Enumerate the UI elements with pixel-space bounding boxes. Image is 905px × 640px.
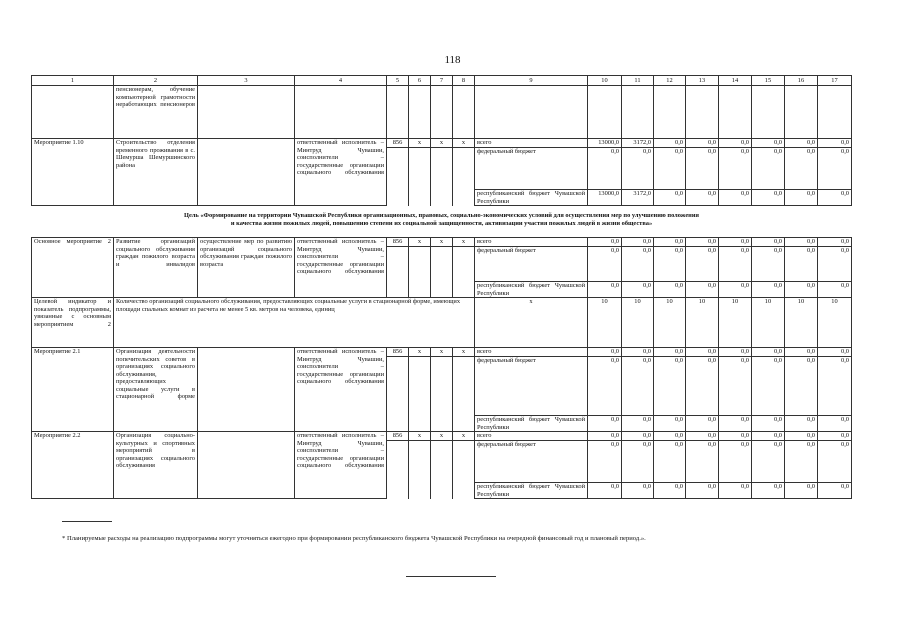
code-x: x [431,432,453,441]
value-cell: 0,0 [588,440,622,483]
col-num: 9 [475,76,588,86]
goal-heading [32,206,852,238]
footnote-separator [62,521,112,522]
value-cell: 0,0 [719,356,752,416]
continuation-row [32,86,852,139]
code-x: x [453,139,475,148]
measure-name: Мероприятие 2.1 [32,348,114,432]
document-body [31,75,849,499]
col-num: 11 [622,76,654,86]
value-cell: 0,0 [785,282,818,298]
value-cell: 0,0 [654,282,686,298]
value-cell: 0,0 [818,147,852,190]
goal-row [32,206,852,238]
col-num: 5 [387,76,409,86]
col-num: 7 [431,76,453,86]
value-cell: 0,0 [686,282,719,298]
value-cell: 0,0 [686,348,719,357]
indicator-value: 10 [622,298,654,348]
funding-source: федеральный бюджет [475,440,588,483]
code-x: x [431,238,453,247]
indicator-value: 10 [752,298,785,348]
value-cell: 0,0 [752,440,785,483]
value-cell: 0,0 [588,432,622,441]
budget-code: 856 [387,238,409,247]
value-cell: 0,0 [752,246,785,282]
table-row [32,238,852,247]
budget-code: 856 [387,139,409,148]
col-num: 4 [295,76,387,86]
code-x: x [453,238,475,247]
value-cell: 0,0 [654,139,686,148]
measure-name: Мероприятие 2.2 [32,432,114,499]
value-cell: 0,0 [654,147,686,190]
value-cell: 0,0 [818,282,852,298]
value-cell: 0,0 [818,356,852,416]
value-cell: 0,0 [719,147,752,190]
value-cell: 0,0 [719,440,752,483]
value-cell: 0,0 [752,139,785,148]
value-cell: 0,0 [719,416,752,432]
value-cell: 0,0 [752,147,785,190]
end-line [406,576,496,577]
value-cell: 0,0 [818,483,852,499]
footnote: * Планируемые расходы на реализацию подпрограммы могут уточняться ежегодно при формировании республиканского бюджета Чувашской Республики на очередной финансовый год и плановый период.». [62,535,646,542]
code-x: x [431,139,453,148]
value-cell: 0,0 [719,246,752,282]
value-cell: 0,0 [622,356,654,416]
value-cell: 0,0 [654,246,686,282]
funding-source: всего [475,348,588,357]
value-cell: 0,0 [588,348,622,357]
value-cell: 0,0 [719,348,752,357]
value-cell: 0,0 [622,246,654,282]
value-cell: 3172,0 [622,190,654,206]
page-number: 118 [444,54,461,66]
value-cell: 0,0 [719,432,752,441]
value-cell: 0,0 [752,238,785,247]
table-row [32,348,852,357]
funding-source: всего [475,238,588,247]
goal-line-1: Цель «Формирование на территории Чувашской Республики организационных, правовых, социально-экономических условий для осуществления мер по улучшению положения [183,212,700,219]
value-cell: 0,0 [622,238,654,247]
funding-source: федеральный бюджет [475,147,588,190]
indicator-text: Количество организаций социального обслуживания, предоставляющих социальные услуги в стационарной форме, имеющих площади спальных комнат из расчета не менее 5 кв. метров на человека, единиц [114,298,475,348]
value-cell: 0,0 [785,238,818,247]
value-cell: 0,0 [752,356,785,416]
col-num: 1 [32,76,114,86]
value-cell: 0,0 [818,432,852,441]
value-cell: 0,0 [622,440,654,483]
value-cell: 0,0 [654,356,686,416]
code-x: x [409,432,431,441]
value-cell: 0,0 [785,348,818,357]
indicator-value: 10 [785,298,818,348]
value-cell: 0,0 [654,190,686,206]
code-x: x [409,238,431,247]
continuation-text: пенсионерам, обучение компьютерной грамотности неработающих пенсионеров [114,86,198,139]
value-cell: 0,0 [686,190,719,206]
col-num: 15 [752,76,785,86]
value-cell: 0,0 [785,246,818,282]
col-num: 2 [114,76,198,86]
measure-name: Основное мероприятие 2 [32,238,114,298]
funding-source: федеральный бюджет [475,246,588,282]
value-cell: 0,0 [686,440,719,483]
value-cell: 0,0 [752,190,785,206]
indicator-x: x [475,298,588,348]
indicator-name: Целевой индикатор и показатель подпрограммы, увязанные с основным мероприятием 2 [32,298,114,348]
measure-executor: ответственный исполнитель – Минтруд Чувашии, соисполнители – государственные организации социального обслуживания [295,348,387,432]
measure-result: осуществление мер по развитию организаций социального обслуживания граждан пожилого возраста [198,238,295,298]
table-row [32,139,852,148]
value-cell: 13000,0 [588,139,622,148]
col-num: 3 [198,76,295,86]
value-cell: 0,0 [654,348,686,357]
value-cell: 0,0 [588,483,622,499]
value-cell: 0,0 [654,440,686,483]
funding-source: республиканский бюджет Чувашской Республики [475,416,588,432]
value-cell: 0,0 [686,356,719,416]
funding-source: всего [475,139,588,148]
funding-source: федеральный бюджет [475,356,588,416]
indicator-row [32,298,852,348]
code-x: x [409,139,431,148]
value-cell: 0,0 [818,440,852,483]
col-num: 8 [453,76,475,86]
value-cell: 0,0 [622,432,654,441]
measure-executor: ответственный исполнитель – Минтруд Чувашии, соисполнители – государственные организации социального обслуживания [295,432,387,499]
value-cell: 3172,0 [622,139,654,148]
value-cell: 0,0 [686,483,719,499]
value-cell: 0,0 [622,348,654,357]
value-cell: 0,0 [752,416,785,432]
value-cell: 0,0 [588,416,622,432]
funding-source: республиканский бюджет Чувашской Республики [475,282,588,298]
measure-desc: Организация деятельности попечительских советов в организациях социального обслуживания, предоставляющих социальные услуги в стационарной форме [114,348,198,432]
value-cell: 0,0 [785,139,818,148]
value-cell: 0,0 [686,246,719,282]
value-cell: 0,0 [752,483,785,499]
value-cell: 0,0 [818,238,852,247]
value-cell: 0,0 [686,147,719,190]
budget-code: 856 [387,348,409,357]
funding-source: всего [475,432,588,441]
table-row [32,432,852,441]
value-cell: 0,0 [588,282,622,298]
value-cell: 0,0 [818,139,852,148]
value-cell: 0,0 [588,356,622,416]
value-cell: 0,0 [654,483,686,499]
value-cell: 0,0 [752,282,785,298]
value-cell: 0,0 [785,147,818,190]
value-cell: 0,0 [686,432,719,441]
value-cell: 0,0 [654,432,686,441]
funding-source: республиканский бюджет Чувашской Республики [475,483,588,499]
value-cell: 13000,0 [588,190,622,206]
col-num: 16 [785,76,818,86]
value-cell: 0,0 [818,348,852,357]
value-cell: 0,0 [719,139,752,148]
value-cell: 0,0 [719,483,752,499]
measure-executor: ответственный исполнитель – Минтруд Чувашии, соисполнители – государственные организации социального обслуживания [295,139,387,206]
indicator-value: 10 [588,298,622,348]
value-cell: 0,0 [588,147,622,190]
value-cell: 0,0 [719,282,752,298]
value-cell: 0,0 [686,139,719,148]
value-cell: 0,0 [588,238,622,247]
value-cell: 0,0 [752,348,785,357]
program-table [31,75,852,499]
value-cell: 0,0 [785,190,818,206]
code-x: x [431,348,453,357]
value-cell: 0,0 [654,238,686,247]
code-x: x [453,432,475,441]
measure-desc: Организация социально-культурных и спортивных мероприятий в организациях социального обслуживания [114,432,198,499]
value-cell: 0,0 [818,246,852,282]
budget-code: 856 [387,432,409,441]
value-cell: 0,0 [622,416,654,432]
column-number-row [32,76,852,86]
funding-source: республиканский бюджет Чувашской Республики [475,190,588,206]
indicator-value: 10 [719,298,752,348]
value-cell: 0,0 [785,483,818,499]
value-cell: 0,0 [654,416,686,432]
col-num: 13 [686,76,719,86]
indicator-value: 10 [654,298,686,348]
indicator-value: 10 [818,298,852,348]
value-cell: 0,0 [686,416,719,432]
value-cell: 0,0 [686,238,719,247]
col-num: 10 [588,76,622,86]
value-cell: 0,0 [785,440,818,483]
code-x: x [409,348,431,357]
value-cell: 0,0 [622,282,654,298]
value-cell: 0,0 [785,416,818,432]
col-num: 14 [719,76,752,86]
value-cell: 0,0 [622,483,654,499]
measure-desc: Развитие организаций социального обслуживания граждан пожилого возраста и инвалидов [114,238,198,298]
value-cell: 0,0 [752,432,785,441]
value-cell: 0,0 [785,432,818,441]
value-cell: 0,0 [818,190,852,206]
col-num: 17 [818,76,852,86]
value-cell: 0,0 [719,190,752,206]
col-num: 12 [654,76,686,86]
measure-desc: Строительство отделения временного проживания в с. Шемурша Шемуршинского района [114,139,198,206]
goal-line-2: и качества жизни пожилых людей, повышению степени их социальной защищенности, активизации участия пожилых людей в жизни общества» [230,220,653,227]
value-cell: 0,0 [818,416,852,432]
value-cell: 0,0 [588,246,622,282]
value-cell: 0,0 [719,238,752,247]
col-num: 6 [409,76,431,86]
measure-name: Мероприятие 1.10 [32,139,114,206]
indicator-value: 10 [686,298,719,348]
measure-executor: ответственный исполнитель – Минтруд Чувашии, соисполнители – государственные организации социального обслуживания [295,238,387,298]
value-cell: 0,0 [785,356,818,416]
value-cell: 0,0 [622,147,654,190]
code-x: x [453,348,475,357]
